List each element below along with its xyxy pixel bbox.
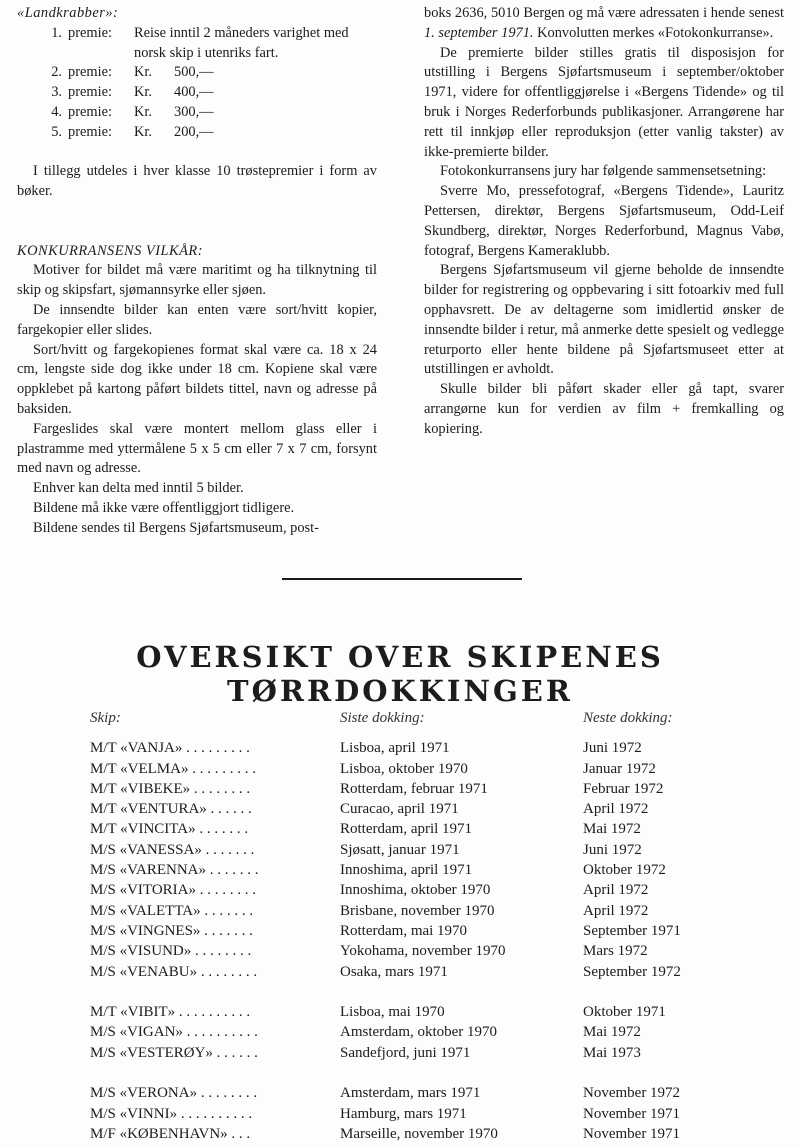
left-column	[17, 4, 377, 539]
next-docking-cell: Januar 1972	[583, 760, 656, 777]
last-docking-cell: Sjøsatt, januar 1971	[340, 841, 460, 858]
ship-cell: M/S «VINGNES» . . . . . . .	[90, 922, 253, 939]
table-row	[90, 1124, 790, 1144]
table-body	[90, 738, 790, 1144]
ship-cell: M/T «VINCITA» . . . . . . .	[90, 821, 249, 838]
vilkar-paragraph: Fargeslides skal være montert mellom glass eller i plastramme med yttermålene 5 x 5 cm eller 7 x 7 cm, forsynt med navn og adresse.	[17, 420, 377, 477]
overview-title: OVERSIKT OVER SKIPENES TØRRDOKKINGER	[136, 640, 664, 708]
prize-1	[17, 24, 377, 64]
liability-paragraph: Skulle bilder bli påført skader eller gå tapt, svarer arrangørne kun for verdien av film + fremkalling og kopiering.	[424, 381, 784, 437]
table-row	[90, 1022, 790, 1042]
vilkar-paragraph: Sort/hvitt og fargekopienes format skal være ca. 18 x 24 cm, lengste side dog ikke under 18 cm. Kopiene skal være oppklebet på kartong påført bildets tittel, navn og adresse på baksiden.	[17, 341, 377, 417]
section-divider	[282, 578, 522, 580]
next-docking-cell: September 1971	[583, 922, 681, 939]
drydock-table	[90, 708, 790, 1144]
ship-cell: M/T «VANJA» . . . . . . . . .	[90, 740, 250, 757]
prize-amount: 500,—	[174, 64, 214, 81]
group-spacer	[90, 982, 790, 1002]
table-row	[90, 799, 790, 819]
next-docking-cell: September 1972	[583, 963, 681, 980]
next-docking-cell: Mai 1972	[583, 821, 641, 838]
vilkar-paragraph: Enhver kan delta med inntil 5 bilder.	[33, 480, 244, 497]
prize-text: Reise inntil 2 måneders varighet med norsk skip i utenriks fart.	[134, 24, 349, 61]
table-row	[90, 1104, 790, 1124]
table-row	[90, 738, 790, 758]
last-docking-cell: Curacao, april 1971	[340, 801, 459, 818]
table-row	[90, 1043, 790, 1063]
next-docking-cell: November 1971	[583, 1105, 681, 1122]
ship-cell: M/S «VARENNA» . . . . . . .	[90, 862, 259, 879]
last-docking-cell: Hamburg, mars 1971	[340, 1105, 467, 1122]
prize-label: premie:	[68, 64, 112, 81]
last-docking-cell: Osaka, mars 1971	[340, 963, 448, 980]
ship-cell: M/S «VALETTA» . . . . . . .	[90, 902, 254, 919]
submission-paragraph	[424, 4, 784, 44]
vilkar-heading: KONKURRANSENS VILKÅR:	[17, 242, 203, 259]
prize-currency: Kr.	[134, 64, 152, 81]
ship-cell: M/S «VESTERØY» . . . . . .	[90, 1044, 258, 1061]
prize-3	[17, 83, 377, 103]
right-column	[424, 4, 784, 440]
prize-label: premie:	[68, 123, 112, 140]
prize-label: premie:	[68, 84, 112, 101]
next-docking-cell: Juni 1972	[583, 740, 642, 757]
next-docking-cell: November 1972	[583, 1085, 681, 1102]
jury-intro-paragraph: Fotokonkurransens jury har følgende sammensetsetning:	[440, 163, 767, 180]
last-docking-cell: Lisboa, oktober 1970	[340, 760, 468, 777]
prize-currency: Kr.	[134, 84, 152, 101]
next-docking-cell: April 1972	[583, 902, 649, 919]
ship-cell: M/S «VANESSA» . . . . . . .	[90, 841, 255, 858]
last-docking-cell: Amsterdam, oktober 1970	[340, 1024, 498, 1041]
prize-number: 2.	[51, 64, 62, 81]
ship-cell: M/F «KØBENHAVN» . . .	[90, 1125, 251, 1142]
last-docking-cell: Brisbane, november 1970	[340, 902, 495, 919]
ship-cell: M/S «VITORIA» . . . . . . . .	[90, 882, 256, 899]
next-docking-cell: Oktober 1971	[583, 1004, 666, 1021]
prize-number: 4.	[51, 103, 62, 120]
ship-cell: M/S «VENABU» . . . . . . . .	[90, 963, 258, 980]
prize-4	[17, 103, 377, 123]
table-row	[90, 921, 790, 941]
table-row	[90, 1002, 790, 1022]
last-docking-cell: Yokohama, november 1970	[340, 943, 506, 960]
submission-text-start: boks 2636, 5010 Bergen og må være adressaten i hende senest	[424, 5, 784, 21]
vilkar-paragraph: De innsendte bilder kan enten være sort/hvitt kopier, fargekopier eller slides.	[17, 301, 377, 338]
ship-cell: M/S «VIGAN» . . . . . . . . . .	[90, 1024, 258, 1041]
prize-5	[17, 123, 377, 143]
ship-cell: M/S «VINNI» . . . . . . . . . .	[90, 1105, 253, 1122]
table-row	[90, 779, 790, 799]
table-row	[90, 901, 790, 921]
last-docking-cell: Marseille, november 1970	[340, 1125, 498, 1142]
table-row	[90, 1083, 790, 1103]
prize-number: 5.	[51, 123, 62, 140]
next-docking-cell: Juni 1972	[583, 841, 642, 858]
prize-amount: 300,—	[174, 103, 214, 120]
last-docking-cell: Lisboa, april 1971	[340, 740, 450, 757]
table-row	[90, 880, 790, 900]
last-docking-cell: Amsterdam, mars 1971	[340, 1085, 481, 1102]
prize-currency: Kr.	[134, 103, 152, 120]
next-docking-cell: April 1972	[583, 882, 649, 899]
table-row	[90, 840, 790, 860]
prize-label: premie:	[68, 103, 112, 120]
header-last-docking: Siste dokking:	[340, 710, 425, 726]
last-docking-cell: Sandefjord, juni 1971	[340, 1044, 471, 1061]
ship-cell: M/T «VENTURA» . . . . . .	[90, 801, 252, 818]
table-row	[90, 860, 790, 880]
prize-number: 1.	[51, 24, 62, 41]
next-docking-cell: April 1972	[583, 801, 649, 818]
prize-currency: Kr.	[134, 123, 152, 140]
group-spacer	[90, 1063, 790, 1083]
ship-cell: M/T «VIBIT» . . . . . . . . . .	[90, 1004, 251, 1021]
next-docking-cell: Mai 1973	[583, 1044, 641, 1061]
last-docking-cell: Rotterdam, april 1971	[340, 821, 473, 838]
ship-cell: M/S «VISUND» . . . . . . . .	[90, 943, 252, 960]
prize-label: premie:	[68, 24, 112, 41]
rights-paragraph: De premierte bilder stilles gratis til disposisjon for utstilling i Bergens Sjøfartsmuseum i september/oktober 1971, videre for offentliggjørelse i «Bergens Tidende» og til bruk i Norges Rederforbunds publikasjoner. Arrangørene har rett til innkjøp eller reproduksjon (etter vanlig takster) av ikke-premierte bilder.	[424, 44, 784, 160]
prize-amount: 200,—	[174, 123, 214, 140]
prize-number: 3.	[51, 84, 62, 101]
table-header	[90, 708, 790, 728]
prize-amount: 400,—	[174, 84, 214, 101]
ship-cell: M/T «VIBEKE» . . . . . . . .	[90, 780, 251, 797]
last-docking-cell: Rotterdam, mai 1970	[340, 922, 468, 939]
landkrabber-heading: «Landkrabber»:	[17, 5, 119, 21]
last-docking-cell: Lisboa, mai 1970	[340, 1004, 445, 1021]
consolation-text: I tillegg utdeles i hver klasse 10 trøstepremier i form av bøker.	[17, 163, 377, 200]
last-docking-cell: Innoshima, oktober 1970	[340, 882, 491, 899]
last-docking-cell: Innoshima, april 1971	[340, 862, 473, 879]
jury-members-paragraph: Sverre Mo, pressefotograf, «Bergens Tidende», Lauritz Pettersen, direktør, Bergens Sjøfartsmuseum, Odd-Leif Skundberg, direktør, Norges Rederforbund, Magnus Vabø, fotograf, Bergens Kameraklubb.	[424, 183, 784, 259]
next-docking-cell: Mars 1972	[583, 943, 648, 960]
next-docking-cell: Mai 1972	[583, 1024, 641, 1041]
table-row	[90, 819, 790, 839]
prize-2	[17, 63, 377, 83]
ship-cell: M/T «VELMA» . . . . . . . . .	[90, 760, 256, 777]
header-ship: Skip:	[90, 710, 121, 726]
deadline-date: 1. september 1971.	[424, 24, 534, 41]
next-docking-cell: Oktober 1972	[583, 862, 666, 879]
table-row	[90, 759, 790, 779]
vilkar-paragraph: Motiver for bildet må være maritimt og ha tilknytning til skip og skipsfart, sjømannsyrke eller sjøen.	[17, 262, 377, 299]
archive-paragraph: Bergens Sjøfartsmuseum vil gjerne beholde de innsendte bilder for registrering og oppbevaring i sitt fotoarkiv med full opphavsrett. De av deltagerne som imidlertid ønsker de innsendte bilder i retur, må anmerke dette spesielt og vedlegge returporto eller hente bildene på Sjøfartsmuseet etter at utstillingen er avholdt.	[424, 262, 784, 378]
submission-text-end: Konvolutten merkes «Fotokonkurranse».	[533, 24, 774, 41]
ship-cell: M/S «VERONA» . . . . . . . .	[90, 1085, 258, 1102]
vilkar-paragraph: Bildene sendes til Bergens Sjøfartsmuseum, post-	[33, 519, 319, 536]
vilkar-paragraph: Bildene må ikke være offentliggjort tidligere.	[33, 499, 295, 516]
last-docking-cell: Rotterdam, februar 1971	[340, 780, 488, 797]
header-next-docking: Neste dokking:	[583, 710, 673, 726]
next-docking-cell: November 1971	[583, 1125, 681, 1142]
next-docking-cell: Februar 1972	[583, 780, 664, 797]
table-row	[90, 941, 790, 961]
table-row	[90, 962, 790, 982]
